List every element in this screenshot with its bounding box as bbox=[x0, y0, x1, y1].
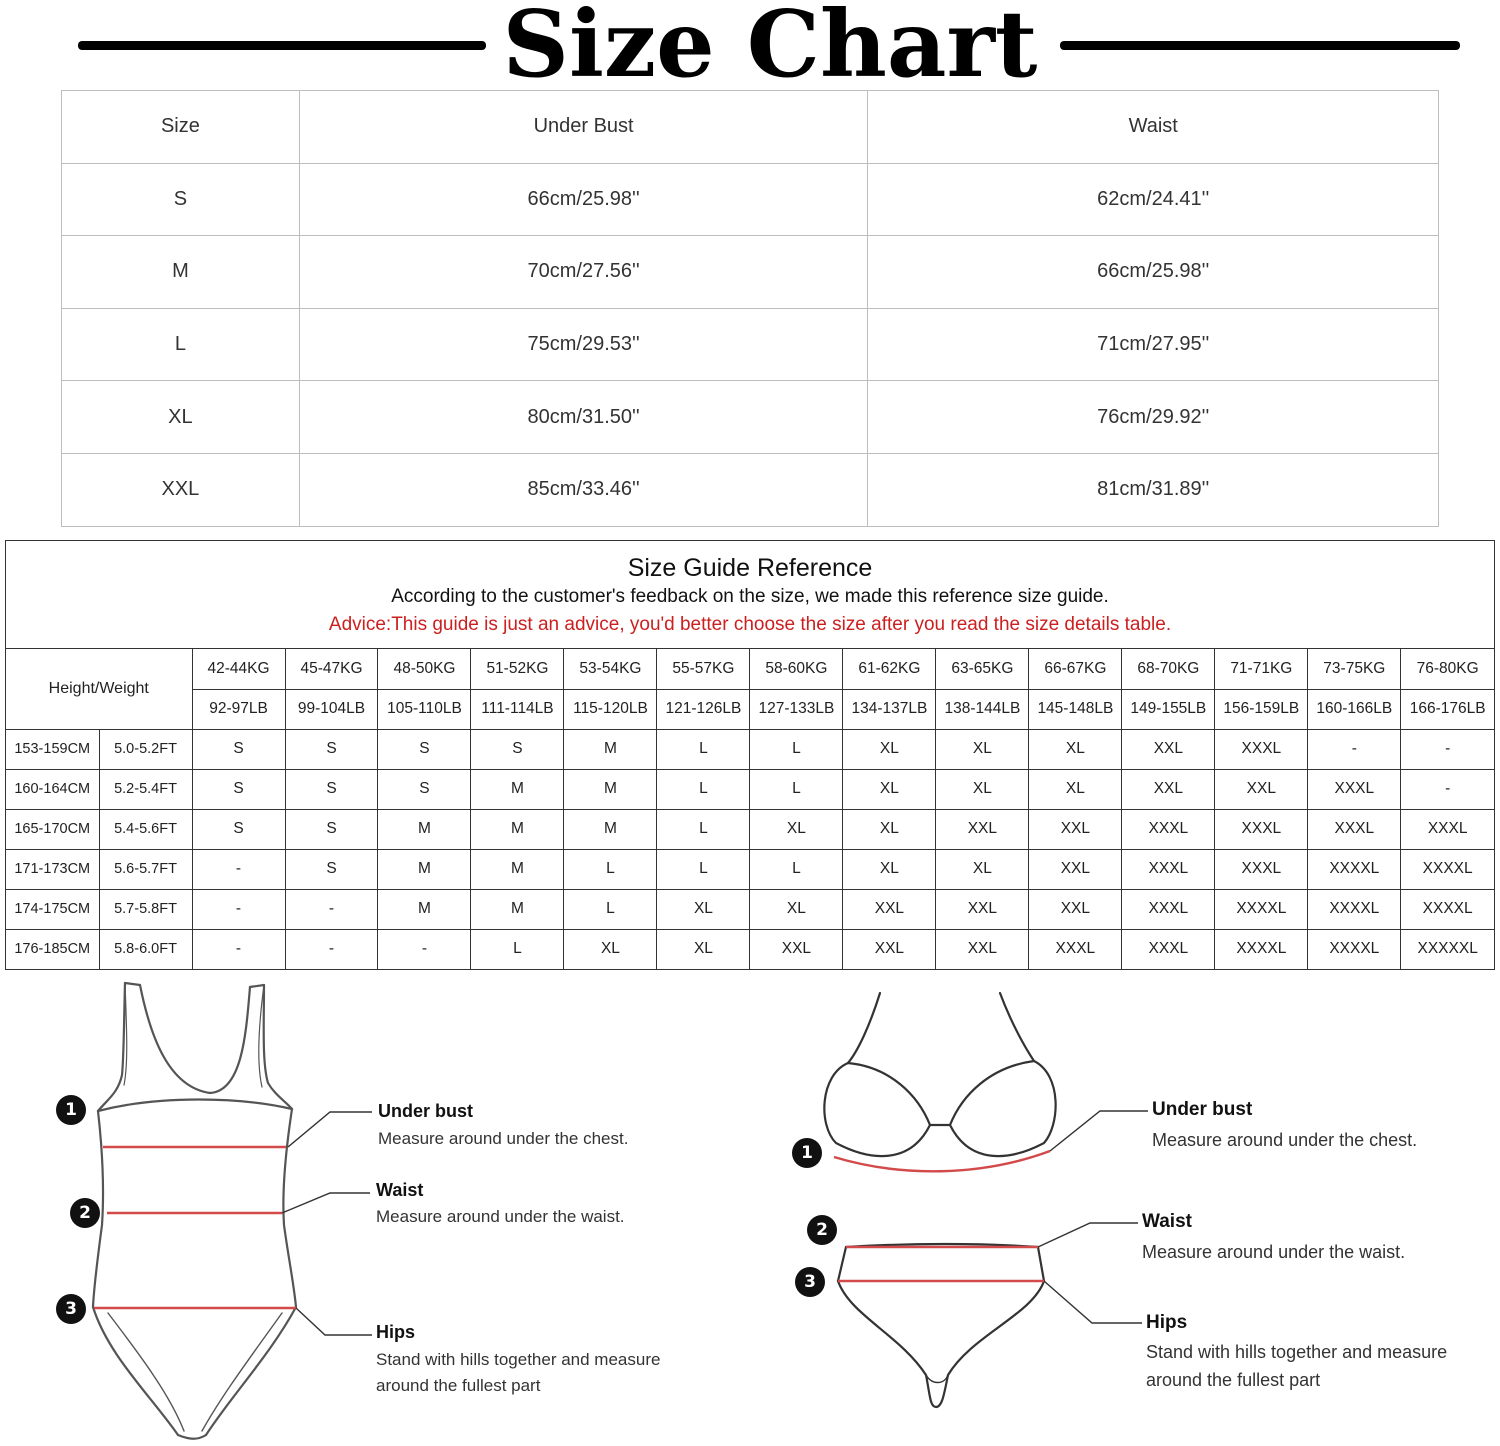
weight-lb-cell: 156-159LB bbox=[1215, 689, 1308, 729]
size-recommendation-cell: - bbox=[1308, 729, 1401, 769]
header-waist: Waist bbox=[868, 91, 1439, 164]
weight-kg-cell: 68-70KG bbox=[1122, 649, 1215, 689]
size-cell: L bbox=[62, 308, 300, 381]
header-under-bust: Under Bust bbox=[299, 91, 868, 164]
weight-kg-cell: 55-57KG bbox=[657, 649, 750, 689]
height-cm-cell: 174-175CM bbox=[6, 889, 99, 929]
table-row bbox=[62, 308, 1439, 381]
size-recommendation-cell: XXL bbox=[750, 929, 843, 969]
size-recommendation-cell: XXXL bbox=[1122, 809, 1215, 849]
weight-lb-cell: 127-133LB bbox=[750, 689, 843, 729]
size-recommendation-cell: L bbox=[750, 849, 843, 889]
marker-2: 2 bbox=[70, 1198, 100, 1228]
height-cm-cell: 171-173CM bbox=[6, 849, 99, 889]
weight-kg-cell: 66-67KG bbox=[1029, 649, 1122, 689]
weight-lb-cell: 121-126LB bbox=[657, 689, 750, 729]
size-recommendation-cell: XXXL bbox=[1401, 809, 1494, 849]
size-guide-table bbox=[6, 649, 1494, 969]
size-recommendation-cell: L bbox=[657, 849, 750, 889]
weight-lb-cell: 138-144LB bbox=[936, 689, 1029, 729]
waist-cell: 71cm/27.95'' bbox=[868, 308, 1439, 381]
size-recommendation-cell: S bbox=[192, 809, 285, 849]
hips-desc-line-1: Stand with hills together and measure bbox=[1146, 1342, 1448, 1362]
size-recommendation-cell: L bbox=[657, 769, 750, 809]
hips-title: Hips bbox=[1146, 1312, 1188, 1333]
size-recommendation-cell: XL bbox=[750, 889, 843, 929]
size-guide-title: Size Guide Reference bbox=[627, 554, 873, 582]
height-cm-cell: 165-170CM bbox=[6, 809, 99, 849]
size-recommendation-cell: XXXL bbox=[1122, 929, 1215, 969]
weight-kg-cell: 76-80KG bbox=[1401, 649, 1494, 689]
size-recommendation-cell: M bbox=[471, 769, 564, 809]
size-recommendation-cell: - bbox=[285, 929, 378, 969]
weight-lb-cell: 134-137LB bbox=[843, 689, 936, 729]
size-recommendation-cell: XL bbox=[750, 809, 843, 849]
weight-kg-cell: 61-62KG bbox=[843, 649, 936, 689]
size-cell: XXL bbox=[62, 453, 300, 526]
weight-lb-cell: 111-114LB bbox=[471, 689, 564, 729]
waist-title: Waist bbox=[376, 1180, 424, 1200]
size-recommendation-cell: XXL bbox=[1029, 809, 1122, 849]
height-ft-cell: 5.8-6.0FT bbox=[99, 929, 192, 969]
hips-desc-line-1: Stand with hills together and measure bbox=[376, 1350, 661, 1369]
size-recommendation-cell: S bbox=[285, 769, 378, 809]
table-row bbox=[62, 381, 1439, 454]
page-title: Size Chart bbox=[502, 0, 1038, 98]
size-recommendation-cell: S bbox=[192, 769, 285, 809]
size-recommendation-cell: XXXL bbox=[1122, 849, 1215, 889]
weight-lb-cell: 115-120LB bbox=[564, 689, 657, 729]
swimsuit-diagram bbox=[0, 975, 750, 1446]
size-recommendation-cell: S bbox=[285, 729, 378, 769]
hips-title: Hips bbox=[376, 1322, 416, 1342]
size-recommendation-cell: XXXL bbox=[1308, 769, 1401, 809]
size-recommendation-cell: XXXXL bbox=[1401, 849, 1494, 889]
size-guide-header bbox=[6, 541, 1494, 649]
size-recommendation-cell: L bbox=[750, 769, 843, 809]
under-bust-title: Under bust bbox=[1152, 1099, 1253, 1120]
size-recommendation-cell: XXL bbox=[936, 889, 1029, 929]
title-rule-right bbox=[1060, 41, 1460, 50]
size-recommendation-cell: M bbox=[564, 729, 657, 769]
weight-kg-cell: 63-65KG bbox=[936, 649, 1029, 689]
header-size: Size bbox=[62, 91, 300, 164]
size-recommendation-cell: M bbox=[564, 809, 657, 849]
size-recommendation-cell: XXL bbox=[843, 929, 936, 969]
waist-cell: 81cm/31.89'' bbox=[868, 453, 1439, 526]
table-row bbox=[6, 849, 1494, 889]
size-recommendation-cell: - bbox=[192, 889, 285, 929]
weight-kg-cell: 53-54KG bbox=[564, 649, 657, 689]
size-recommendation-cell: M bbox=[471, 849, 564, 889]
size-recommendation-cell: XXL bbox=[843, 889, 936, 929]
size-recommendation-cell: XXL bbox=[1122, 729, 1215, 769]
size-recommendation-cell: XL bbox=[1029, 729, 1122, 769]
size-recommendation-cell: XXXXL bbox=[1215, 889, 1308, 929]
size-recommendation-cell: XXXXXL bbox=[1401, 929, 1494, 969]
weight-kg-cell: 45-47KG bbox=[285, 649, 378, 689]
marker-1: 1 bbox=[792, 1138, 822, 1168]
size-recommendation-cell: - bbox=[1401, 729, 1494, 769]
weight-lb-cell: 145-148LB bbox=[1029, 689, 1122, 729]
size-recommendation-cell: XXL bbox=[936, 809, 1029, 849]
size-recommendation-cell: - bbox=[192, 929, 285, 969]
size-recommendation-cell: M bbox=[378, 849, 471, 889]
table-row bbox=[6, 769, 1494, 809]
weight-kg-cell: 71-71KG bbox=[1215, 649, 1308, 689]
size-recommendation-cell: XL bbox=[936, 849, 1029, 889]
height-ft-cell: 5.6-5.7FT bbox=[99, 849, 192, 889]
size-guide-note: According to the customer's feedback on the size, we made this reference size guide. bbox=[391, 586, 1109, 607]
size-recommendation-cell: XL bbox=[843, 809, 936, 849]
size-recommendation-cell: S bbox=[471, 729, 564, 769]
size-recommendation-cell: L bbox=[657, 729, 750, 769]
height-ft-cell: 5.0-5.2FT bbox=[99, 729, 192, 769]
size-recommendation-cell: XXL bbox=[936, 929, 1029, 969]
size-recommendation-cell: XXXXL bbox=[1308, 889, 1401, 929]
size-guide-advice: Advice:This guide is just an advice, you'd better choose the size after you read the size details table. bbox=[328, 614, 1172, 635]
hips-desc-line-2: around the fullest part bbox=[1146, 1370, 1321, 1390]
kg-row bbox=[6, 649, 1494, 689]
size-recommendation-cell: XL bbox=[936, 729, 1029, 769]
table-row bbox=[6, 889, 1494, 929]
height-cm-cell: 153-159CM bbox=[6, 729, 99, 769]
size-recommendation-cell: XXXXL bbox=[1308, 929, 1401, 969]
size-recommendation-cell: XL bbox=[843, 769, 936, 809]
size-recommendation-cell: XL bbox=[843, 729, 936, 769]
size-guide bbox=[5, 540, 1495, 970]
marker-2: 2 bbox=[807, 1215, 837, 1245]
size-recommendation-cell: L bbox=[564, 849, 657, 889]
weight-kg-cell: 58-60KG bbox=[750, 649, 843, 689]
waist-desc: Measure around under the waist. bbox=[1142, 1242, 1406, 1262]
weight-lb-cell: 92-97LB bbox=[192, 689, 285, 729]
waist-cell: 62cm/24.41'' bbox=[868, 163, 1439, 236]
table-row bbox=[6, 729, 1494, 769]
size-recommendation-cell: M bbox=[471, 889, 564, 929]
size-recommendation-cell: XL bbox=[1029, 769, 1122, 809]
size-recommendation-cell: - bbox=[285, 889, 378, 929]
size-recommendation-cell: XXXXL bbox=[1215, 929, 1308, 969]
size-recommendation-cell: XXL bbox=[1122, 769, 1215, 809]
waist-desc: Measure around under the waist. bbox=[376, 1207, 625, 1226]
size-recommendation-cell: XL bbox=[564, 929, 657, 969]
size-recommendation-cell: M bbox=[378, 889, 471, 929]
under-bust-desc: Measure around under the chest. bbox=[378, 1129, 629, 1148]
size-recommendation-cell: XXL bbox=[1215, 769, 1308, 809]
weight-kg-cell: 73-75KG bbox=[1308, 649, 1401, 689]
size-table bbox=[61, 90, 1439, 527]
size-recommendation-cell: XL bbox=[657, 889, 750, 929]
size-recommendation-cell: S bbox=[192, 729, 285, 769]
table-row bbox=[6, 809, 1494, 849]
size-recommendation-cell: XXXL bbox=[1215, 729, 1308, 769]
marker-1: 1 bbox=[56, 1095, 86, 1125]
weight-kg-cell: 51-52KG bbox=[471, 649, 564, 689]
size-recommendation-cell: M bbox=[378, 809, 471, 849]
table-row bbox=[62, 163, 1439, 236]
under-bust-cell: 85cm/33.46'' bbox=[299, 453, 868, 526]
size-recommendation-cell: XXL bbox=[1029, 889, 1122, 929]
weight-lb-cell: 166-176LB bbox=[1401, 689, 1494, 729]
size-recommendation-cell: XXXL bbox=[1215, 849, 1308, 889]
bikini-diagram bbox=[750, 975, 1500, 1446]
size-recommendation-cell: - bbox=[378, 929, 471, 969]
size-recommendation-cell: XL bbox=[936, 769, 1029, 809]
size-recommendation-cell: XXXL bbox=[1215, 809, 1308, 849]
size-recommendation-cell: M bbox=[471, 809, 564, 849]
under-bust-desc: Measure around under the chest. bbox=[1152, 1130, 1418, 1150]
size-recommendation-cell: L bbox=[657, 809, 750, 849]
weight-lb-cell: 160-166LB bbox=[1308, 689, 1401, 729]
size-recommendation-cell: S bbox=[378, 729, 471, 769]
size-table-header-row bbox=[62, 91, 1439, 164]
waist-cell: 66cm/25.98'' bbox=[868, 236, 1439, 309]
size-recommendation-cell: XXL bbox=[1029, 849, 1122, 889]
waist-title: Waist bbox=[1142, 1211, 1192, 1232]
size-recommendation-cell: L bbox=[564, 889, 657, 929]
size-recommendation-cell: XXXXL bbox=[1308, 849, 1401, 889]
height-ft-cell: 5.2-5.4FT bbox=[99, 769, 192, 809]
height-weight-label: Height/Weight bbox=[6, 649, 192, 729]
height-ft-cell: 5.7-5.8FT bbox=[99, 889, 192, 929]
weight-kg-cell: 42-44KG bbox=[192, 649, 285, 689]
size-cell: S bbox=[62, 163, 300, 236]
under-bust-cell: 66cm/25.98'' bbox=[299, 163, 868, 236]
size-recommendation-cell: S bbox=[378, 769, 471, 809]
size-recommendation-cell: L bbox=[750, 729, 843, 769]
title-rule-left bbox=[78, 41, 486, 50]
size-recommendation-cell: S bbox=[285, 849, 378, 889]
size-recommendation-cell: XL bbox=[843, 849, 936, 889]
under-bust-cell: 70cm/27.56'' bbox=[299, 236, 868, 309]
height-ft-cell: 5.4-5.6FT bbox=[99, 809, 192, 849]
weight-lb-cell: 149-155LB bbox=[1122, 689, 1215, 729]
table-row bbox=[62, 236, 1439, 309]
size-recommendation-cell: XXXL bbox=[1308, 809, 1401, 849]
height-cm-cell: 160-164CM bbox=[6, 769, 99, 809]
size-recommendation-cell: XXXL bbox=[1029, 929, 1122, 969]
marker-3: 3 bbox=[56, 1294, 86, 1324]
under-bust-cell: 80cm/31.50'' bbox=[299, 381, 868, 454]
size-recommendation-cell: S bbox=[285, 809, 378, 849]
weight-lb-cell: 99-104LB bbox=[285, 689, 378, 729]
size-recommendation-cell: XL bbox=[657, 929, 750, 969]
under-bust-title: Under bust bbox=[378, 1101, 474, 1121]
table-row bbox=[6, 929, 1494, 969]
size-recommendation-cell: XXXL bbox=[1122, 889, 1215, 929]
marker-3: 3 bbox=[795, 1267, 825, 1297]
size-recommendation-cell: L bbox=[471, 929, 564, 969]
hips-desc-line-2: around the fullest part bbox=[376, 1376, 541, 1395]
weight-lb-cell: 105-110LB bbox=[378, 689, 471, 729]
height-cm-cell: 176-185CM bbox=[6, 929, 99, 969]
waist-cell: 76cm/29.92'' bbox=[868, 381, 1439, 454]
weight-kg-cell: 48-50KG bbox=[378, 649, 471, 689]
size-recommendation-cell: - bbox=[192, 849, 285, 889]
size-recommendation-cell: - bbox=[1401, 769, 1494, 809]
under-bust-cell: 75cm/29.53'' bbox=[299, 308, 868, 381]
lb-row bbox=[6, 689, 1494, 729]
size-cell: M bbox=[62, 236, 300, 309]
size-recommendation-cell: XXXXL bbox=[1401, 889, 1494, 929]
table-row bbox=[62, 453, 1439, 526]
size-cell: XL bbox=[62, 381, 300, 454]
size-recommendation-cell: M bbox=[564, 769, 657, 809]
